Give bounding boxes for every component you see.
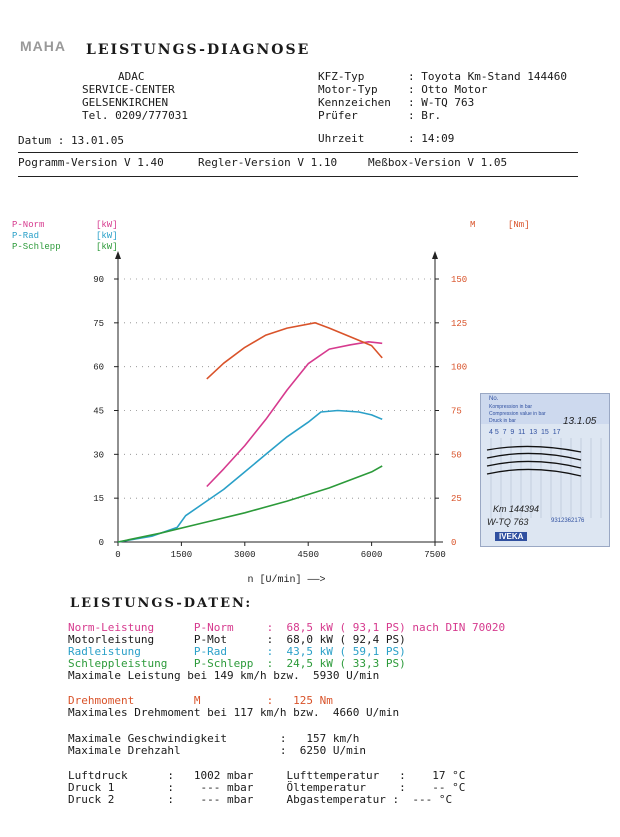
y-left-tick-label: 90 xyxy=(93,275,104,285)
result-drehmoment: Drehmoment M : 125 Nm xyxy=(68,694,333,707)
slip-druck-label: Druck in bar xyxy=(489,418,516,424)
result-motorleistung: Motorleistung P-Mot : 68,0 kW ( 92,4 PS) xyxy=(68,633,406,646)
result-radleistung: Radleistung P-Rad : 43,5 kW ( 59,1 PS) xyxy=(68,645,406,658)
station-line-4: Tel. 0209/777031 xyxy=(82,109,188,122)
series-line-p-rad xyxy=(118,411,382,543)
result-druck-1: Druck 1 : --- mbar Öltemperatur : -- °C xyxy=(68,781,466,794)
legend-name: P-Rad xyxy=(12,231,40,241)
result-norm-leistung: Norm-Leistung P-Norm : 68,5 kW ( 93,1 PS) nach DIN 70020 xyxy=(68,621,506,634)
result-schleppleistung: Schleppleistung P-Schlepp : 24,5 kW ( 33,3 PS) xyxy=(68,657,406,670)
divider-bottom xyxy=(18,176,578,177)
x-tick-label: 3000 xyxy=(233,550,256,560)
uhrzeit-value: : 14:09 xyxy=(408,132,455,145)
program-version: Pogramm-Version V 1.40 xyxy=(18,156,164,169)
compression-slip xyxy=(480,393,610,547)
vehicle-value-1: : Toyota Km-Stand 144460 xyxy=(408,70,567,83)
x-tick-label: 6000 xyxy=(360,550,383,560)
station-line-1: ADAC xyxy=(118,70,145,83)
series-line-m xyxy=(207,323,382,379)
result-max-drehmoment: Maximales Drehmoment bei 117 km/h bzw. 4660 U/min xyxy=(68,706,400,719)
slip-scale: 4 5 7 9 11 13 15 17 xyxy=(489,429,561,436)
datum: Datum : 13.01.05 xyxy=(18,134,124,147)
x-axis-label: n [U/min] ——> xyxy=(247,575,326,586)
result-max-geschwindigkeit: Maximale Geschwindigkeit : 157 km/h xyxy=(68,732,360,745)
results-title: LEISTUNGS-DATEN: xyxy=(70,596,253,611)
page-title: LEISTUNGS-DIAGNOSE xyxy=(86,42,311,58)
legend-name: P-Norm xyxy=(12,220,45,230)
divider-top xyxy=(18,152,578,153)
result-luftdruck: Luftdruck : 1002 mbar Lufttemperatur : 17 °C xyxy=(68,769,466,782)
x-tick-label: 4500 xyxy=(297,550,320,560)
result-max-drehzahl: Maximale Drehzahl : 6250 U/min xyxy=(68,744,367,757)
maha-logo: MAHA xyxy=(20,38,66,54)
y-left-tick-label: 0 xyxy=(98,538,104,548)
y-axis-left-arrow xyxy=(115,251,121,259)
slip-handwriting-km: Km 144394 xyxy=(493,504,540,514)
legend-name: P-Schlepp xyxy=(12,242,61,252)
y-right-tick-label: 0 xyxy=(451,538,457,548)
vehicle-value-4: : Br. xyxy=(408,109,442,122)
y-left-tick-label: 15 xyxy=(93,494,104,505)
slip-serial: 9312362176 xyxy=(551,518,585,524)
y-axis-right-arrow xyxy=(432,251,438,259)
slip-compression-label-en: Compression value in bar xyxy=(489,411,546,417)
y-left-tick-label: 75 xyxy=(93,318,104,329)
result-max-leistung: Maximale Leistung bei 149 km/h bzw. 5930 U/min xyxy=(68,669,380,682)
y-left-tick-label: 30 xyxy=(93,450,104,461)
legend-right-unit: [Nm] xyxy=(508,220,530,230)
y-right-tick-label: 75 xyxy=(451,406,462,417)
y-right-tick-label: 50 xyxy=(451,450,462,461)
slip-no: No. xyxy=(489,396,499,402)
vehicle-key-3: Kennzeichen xyxy=(318,96,391,109)
vehicle-key-4: Prüfer xyxy=(318,109,358,122)
series-line-p-norm xyxy=(207,342,382,487)
y-right-tick-label: 125 xyxy=(451,318,468,329)
station-line-3: GELSENKIRCHEN xyxy=(82,96,169,109)
legend-unit: [kW] xyxy=(96,242,118,252)
legend-unit: [kW] xyxy=(96,231,118,241)
series-line-p-schlepp xyxy=(118,466,382,542)
y-right-tick-label: 150 xyxy=(451,275,468,285)
slip-compression-label: Kompression in bar xyxy=(489,404,533,410)
vehicle-key-2: Motor-Typ xyxy=(318,83,378,96)
result-druck-2: Druck 2 : --- mbar Abgastemperatur : --- °C xyxy=(68,793,453,806)
x-tick-label: 0 xyxy=(115,550,121,560)
y-left-tick-label: 60 xyxy=(93,362,104,373)
legend-unit: [kW] xyxy=(96,220,118,230)
slip-brand: IVEKA xyxy=(495,532,527,541)
y-right-tick-label: 100 xyxy=(451,362,468,373)
x-tick-label: 1500 xyxy=(170,550,193,560)
regler-version: Regler-Version V 1.10 xyxy=(198,156,338,169)
slip-handwriting-plate: W-TQ 763 xyxy=(487,517,529,527)
y-left-tick-label: 45 xyxy=(93,406,104,417)
y-right-tick-label: 25 xyxy=(451,494,462,505)
station-line-2: SERVICE-CENTER xyxy=(82,83,175,96)
uhrzeit-label: Uhrzeit xyxy=(318,132,365,145)
vehicle-value-2: : Otto Motor xyxy=(408,83,488,96)
messbox-version: Meßbox-Version V 1.05 xyxy=(368,156,508,169)
x-tick-label: 7500 xyxy=(424,550,446,560)
slip-date: 13.1.05 xyxy=(563,416,597,427)
vehicle-value-3: : W-TQ 763 xyxy=(408,96,475,109)
legend-right-name: M xyxy=(470,220,476,230)
vehicle-key-1: KFZ-Typ xyxy=(318,70,365,83)
